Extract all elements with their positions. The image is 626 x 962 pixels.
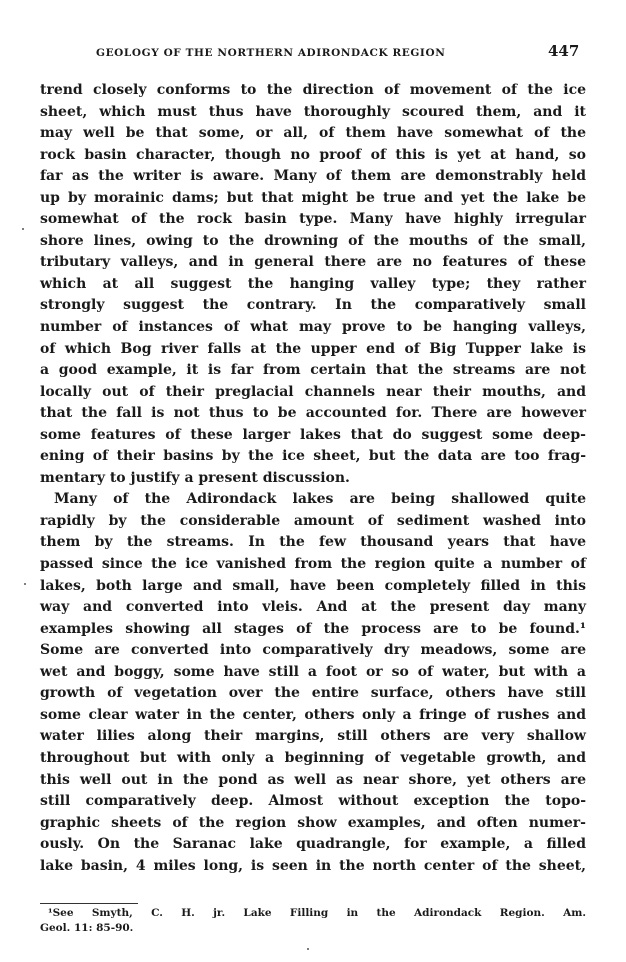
text-line: of which Bog river falls at the upper end of Big Tupper lake is [40, 340, 586, 357]
text-line: some clear water in the center, others only a fringe of rushes and [40, 706, 586, 723]
text-line: throughout but with only a beginning of vegetable growth, and [40, 749, 586, 766]
footnote [40, 906, 586, 936]
text-line: may well be that some, or all, of them have somewhat of the [40, 125, 586, 142]
text-line: wet and boggy, some have still a foot or so of water, but with a [40, 663, 586, 680]
scan-speck [22, 228, 24, 230]
text-line: rapidly by the considerable amount of sediment washed into [40, 512, 586, 529]
text-line: ously. On the Saranac lake quadrangle, for example, a filled [40, 836, 586, 853]
text-line: lake basin, 4 miles long, is seen in the north center of the sheet, [40, 857, 586, 874]
running-head-title: GEOLOGY OF THE NORTHERN ADIRONDACK REGION [96, 47, 446, 59]
text-line: ening of their basins by the ice sheet, but the data are too frag- [40, 448, 586, 465]
scan-speck [24, 583, 26, 585]
text-line: sheet, which must thus have thoroughly scoured them, and it [40, 103, 586, 120]
paragraph-end-line: mentary to justify a present discussion. [40, 469, 350, 486]
paragraph-start-line: Many of the Adirondack lakes are being shallowed quite [54, 491, 586, 508]
text-line: Some are converted into comparatively dry meadows, some are [40, 642, 586, 659]
text-line: examples showing all stages of the process are to be found.¹ [40, 620, 586, 637]
text-line: lakes, both large and small, have been completely filled in this [40, 577, 586, 594]
text-line: tributary valleys, and in general there are no features of these [40, 254, 586, 271]
text-line: this well out in the pond as well as near shore, yet others are [40, 771, 586, 788]
footnote-rule [40, 903, 138, 904]
text-line: a good example, it is far from certain that the streams are not [40, 362, 586, 379]
footnote-line: ¹See Smyth, C. H. jr. Lake Filling in the Adirondack Region. Am. [48, 907, 586, 919]
text-line: some features of these larger lakes that do suggest some deep- [40, 426, 586, 443]
footnote-line: Geol. 11: 85-90. [40, 922, 134, 934]
text-line: which at all suggest the hanging valley type; they rather [40, 275, 586, 292]
text-line: strongly suggest the contrary. In the comparatively small [40, 297, 586, 314]
text-line: somewhat of the rock basin type. Many have highly irregular [40, 211, 586, 228]
text-line: passed since the ice vanished from the region quite a number of [40, 556, 586, 573]
text-line: far as the writer is aware. Many of them are demonstrably held [40, 168, 586, 185]
text-line: rock basin character, though no proof of this is yet at hand, so [40, 146, 586, 163]
text-line: them by the streams. In the few thousand years that have [40, 534, 586, 551]
page-number: 447 [548, 42, 580, 60]
text-line: that the fall is not thus to be accounted for. There are however [40, 405, 586, 422]
text-line: trend closely conforms to the direction of movement of the ice [40, 82, 586, 98]
text-line: growth of vegetation over the entire surface, others have still [40, 685, 586, 702]
running-header [0, 42, 626, 64]
text-line: up by morainic dams; but that might be true and yet the lake be [40, 189, 586, 206]
text-line: still comparatively deep. Almost without exception the topo- [40, 793, 586, 810]
text-line: locally out of their preglacial channels near their mouths, and [40, 383, 586, 400]
text-line: number of instances of what may prove to be hanging valleys, [40, 319, 586, 336]
text-line: way and converted into vleis. And at the present day many [40, 599, 586, 616]
text-line: graphic sheets of the region show examples, and often numer- [40, 814, 586, 831]
text-line: shore lines, owing to the drowning of the mouths of the small, [40, 232, 586, 249]
scan-speck [307, 948, 309, 950]
text-line: water lilies along their margins, still others are very shallow [40, 728, 586, 745]
body-text [40, 80, 586, 877]
